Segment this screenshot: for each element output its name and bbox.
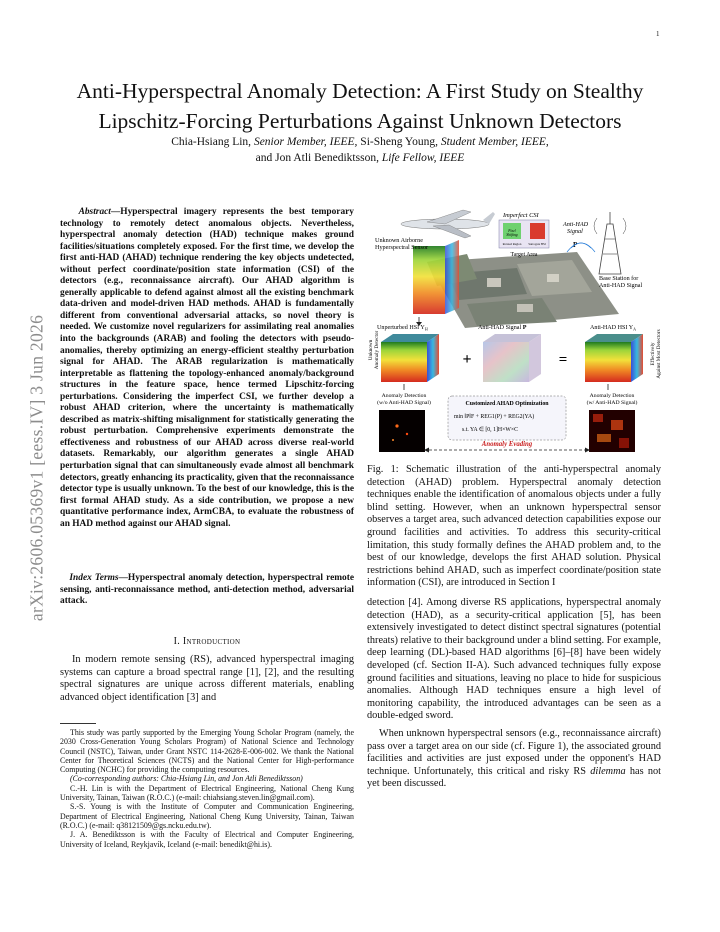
signal-symbol: P bbox=[573, 241, 578, 249]
footnote-author-1: C.-H. Lin is with the Department of Electrical Engineering, National Cheng Kung University, Tainan, Taiwan (R.O.C.) (e-mail: chiahsiang.steven.lin@gmail.com). bbox=[60, 783, 354, 803]
right-paragraph-2: When unknown hyperspectral sensors (e.g., reconnaissance aircraft) pass over a target area on our side (cf. Figure 1), the associated ground facilities and activities are just exposed under the opponent's HAD technique. Unfortunately, this critical and risky RS dilemma has not yet been discussed. bbox=[367, 727, 661, 790]
arxiv-stamp: arXiv:2606.05369v1 [eess.IV] 3 Jun 2026 bbox=[26, 314, 47, 622]
svg-text:Surrogate HSI: Surrogate HSI bbox=[528, 242, 546, 246]
index-terms-text: —Hyperspectral anomaly detection, hyperspectral remote sensing, anti-reconnaissance method, anti-detection method, adversarial attack. bbox=[60, 573, 355, 607]
figure-caption bbox=[367, 464, 661, 590]
svg-text:Pixel: Pixel bbox=[508, 229, 516, 233]
right-column-text bbox=[367, 597, 661, 791]
sensor-label: Unknown Airborne Hyperspectral Sensor bbox=[375, 237, 429, 251]
index-terms bbox=[60, 573, 354, 608]
plus-sign: + bbox=[462, 351, 472, 368]
anti-had-hsi-cube bbox=[585, 334, 643, 382]
svg-text:Anti-HAD HSI YA: Anti-HAD HSI $Y_A$ bbox=[590, 325, 636, 332]
author-1: Chia-Hsiang Lin, bbox=[171, 136, 252, 148]
footnote-corresponding: (Co-corresponding authors: Chia-Hsiang Lin, and Jon Atli Benediktsson) bbox=[70, 774, 303, 784]
base-station-label: Base Station for Anti-HAD Signal bbox=[599, 276, 643, 289]
detection-without-label: Anomaly Detection (w/o Anti-HAD Signal) bbox=[377, 393, 431, 406]
footnote-funding: This study was partly supported by the Emerging Young Scholar Program (namely, the 2030 Cross-Generation Young Scholars Program) of National Science and Technology Council (NSTC), Taiwan, under Grant NSTC 114-2628-E-006-002. We thank the National Center for Theoretical Sciences (NCTS) and the National Center for High-performance Computing (NCHC) for providing the computing resources. bbox=[60, 728, 354, 775]
author-2-role: Student Member, IEEE, bbox=[440, 136, 549, 148]
surrogate-region-patch bbox=[530, 223, 545, 239]
author-2: Si-Sheng Young, bbox=[360, 136, 438, 148]
index-terms-label: Index Terms bbox=[69, 573, 119, 583]
abstract-text: —Hyperspectral imagery represents the best temporary technology to remotely detect anomalous objects. Nevertheless, hyperspectral anomaly detection (HAD) technique makes ground facilities/situations completely exposed. For the first time, we develop the first anti-HAD (AHAD) technique rendering the key objects undetected, without perfect coordinate/position state information (CSI) of the detectors (e.g., reconnaissance aircraft). Our AHAD algorithm is generally applicable to defend against almost all the existing benchmark data-driven and model-driven HAD methods. AHAD is fundamentally different from conventional adversarial attacks, so novel theory is needed. We customize novel regularizers for assimilating real anomalies into the backgrounds (ARAB) and fooling the detectors with pseudo-anomalies, thereby optimizing an energy-efficient stealthy perturbation signal for AHAD. The ARAB regularization is mathematically interpretable as flattening the topology-enhanced anomaly/background structures in the feature space, hence termed Lipschitz-forcing perturbations. Considering the imperfect CSI, we further develop a robust AHAD criterion, where the uncertainty is mathematically described as matrix-shifting misalignment for statistically generating the robust perturbation. Comprehensive experiments demonstrate the effectiveness and robustness of our AHAD across diverse real-world datasets. Remarkably, our algorithm generates a single AHAD perturbation signal that can simultaneously evade almost all benchmark detectors, greatly enhancing its practicality, given that the reconnaissance detector type is usually unknown. To the best of our knowledge, this is the first formal AHAD study. As a side contribution, we propose a new quantitative performance index, ArmCBA, to evaluate the robustness of an HAD method against our AHAD signal. bbox=[60, 207, 354, 529]
right-paragraph-1: detection [4]. Among diverse RS applications, hyperspectral anomaly detection (HAD), as a security-critical application [5], has been extensively investigated to detect distinct spectral signatures (potential threats) relative to their background under a blind setting. For example, deep learning (DL)-based HAD algorithms [6]–[8] have been widely developed (cf. Section II-A). Such advanced techniques fully expose ground facilities and situations, leaving no place to hide for suspicious anomalies. Although HAD techniques ensure a high level of monitoring capability, the introduced advantages can be seen as a double-edged sword. bbox=[367, 597, 661, 722]
footnotes bbox=[60, 728, 354, 849]
unperturbed-hsi-cube bbox=[381, 334, 439, 382]
section-heading: I. Introduction bbox=[173, 636, 241, 647]
anti-had-signal-label: Anti-HAD Signal bbox=[563, 221, 589, 235]
abstract bbox=[60, 207, 354, 530]
svg-text:Anti-HAD Signal P: Anti-HAD Signal P bbox=[478, 325, 527, 331]
author-3: and Jon Atli Benediktsson, bbox=[255, 152, 379, 164]
detection-map-without bbox=[379, 410, 425, 452]
svg-text:Shifting: Shifting bbox=[506, 233, 518, 237]
anti-had-signal-cube bbox=[483, 334, 541, 382]
svg-text:Unperturbed HSI YH: Unperturbed HSI $Y_H$ bbox=[377, 325, 428, 332]
hsi-swath-cube bbox=[413, 240, 459, 314]
airborne-sensor-icon bbox=[401, 210, 495, 238]
author-list bbox=[60, 134, 660, 166]
section-title: Introduction bbox=[182, 636, 241, 647]
detection-with-label: Anomaly Detection (w/ Anti-HAD Signal) bbox=[586, 393, 638, 406]
paper-title: Anti-Hyperspectral Anomaly Detection: A First Study on Stealthy Lipschitz-Forcing Perturbations Against Unknown Detectors bbox=[76, 79, 644, 133]
page-number: 1 bbox=[656, 30, 660, 38]
equals-sign: = bbox=[558, 352, 568, 368]
caption-text: Schematic illustration of the anti-hyperspectral anomaly detection (AHAD) problem. Hyperspectral anomaly detection techniques enable the identification of anomalous objects under a fully blind setting. However, when an unknown hyperspectral sensor observes a target area, such advanced detection capabilities expose our ground facilities and activities. To address this security-critical limitation, this study formally defines the AHAD problem and, to the best of our knowledge, develops the first AHAD solution. Physical restrictions behind AHAD, such as imperfect coordinate/position state information (CSI), are introduced in Section I bbox=[367, 464, 661, 589]
anomaly-evading-label: Anomaly Evading bbox=[481, 441, 533, 448]
footnote-author-3: J. A. Benediktsson is with the Faculty of Electrical and Computer Engineering, University of Iceland, Reykjavík, Iceland (e-mail: benedikt@hi.is). bbox=[60, 830, 354, 849]
optimization-constraint: s.t. YA ∈ [0, 1]H×W×C bbox=[462, 427, 518, 433]
unperturbed-hsi-label: Unperturbed HSI Y bbox=[377, 325, 425, 331]
author-1-role: Senior Member, IEEE, bbox=[253, 136, 358, 148]
base-station-tower-icon bbox=[594, 212, 626, 274]
optimization-objective: min ‖P‖F + REG1(P) + REG2(YA) bbox=[454, 414, 535, 420]
svg-text:Rotated Region: Rotated Region bbox=[502, 242, 522, 246]
caption-label: Fig. 1: bbox=[367, 464, 399, 475]
imperfect-csi-label: Imperfect CSI bbox=[503, 212, 539, 219]
optimization-title: Customized AHAD Optimization bbox=[465, 401, 549, 407]
footnote-author-2: S.-S. Young is with the Institute of Computer and Communication Engineering, Department of Electrical Engineering, National Cheng Kung University, Tainan, Taiwan (R.O.C.) (e-mail: q38121509@gs.ncku.edu.tw). bbox=[60, 802, 354, 830]
effectively-against-label: EffectivelyAgainst Most Detectors bbox=[650, 329, 662, 379]
author-3-role: Life Fellow, IEEE bbox=[381, 152, 465, 164]
figure-1 bbox=[367, 204, 661, 458]
abstract-label: Abstract bbox=[78, 207, 111, 217]
unknown-detector-label: UnknownAnomaly Detector bbox=[368, 330, 380, 370]
intro-paragraph: In modern remote sensing (RS), advanced hyperspectral imaging systems can capture a broad spectral range [1], [2], and the resulting spectral signatures are unique across different materials, enabling advanced object identification [3] and bbox=[60, 654, 354, 703]
target-area-label: Target Area bbox=[510, 252, 538, 258]
footnote-rule bbox=[60, 723, 96, 724]
